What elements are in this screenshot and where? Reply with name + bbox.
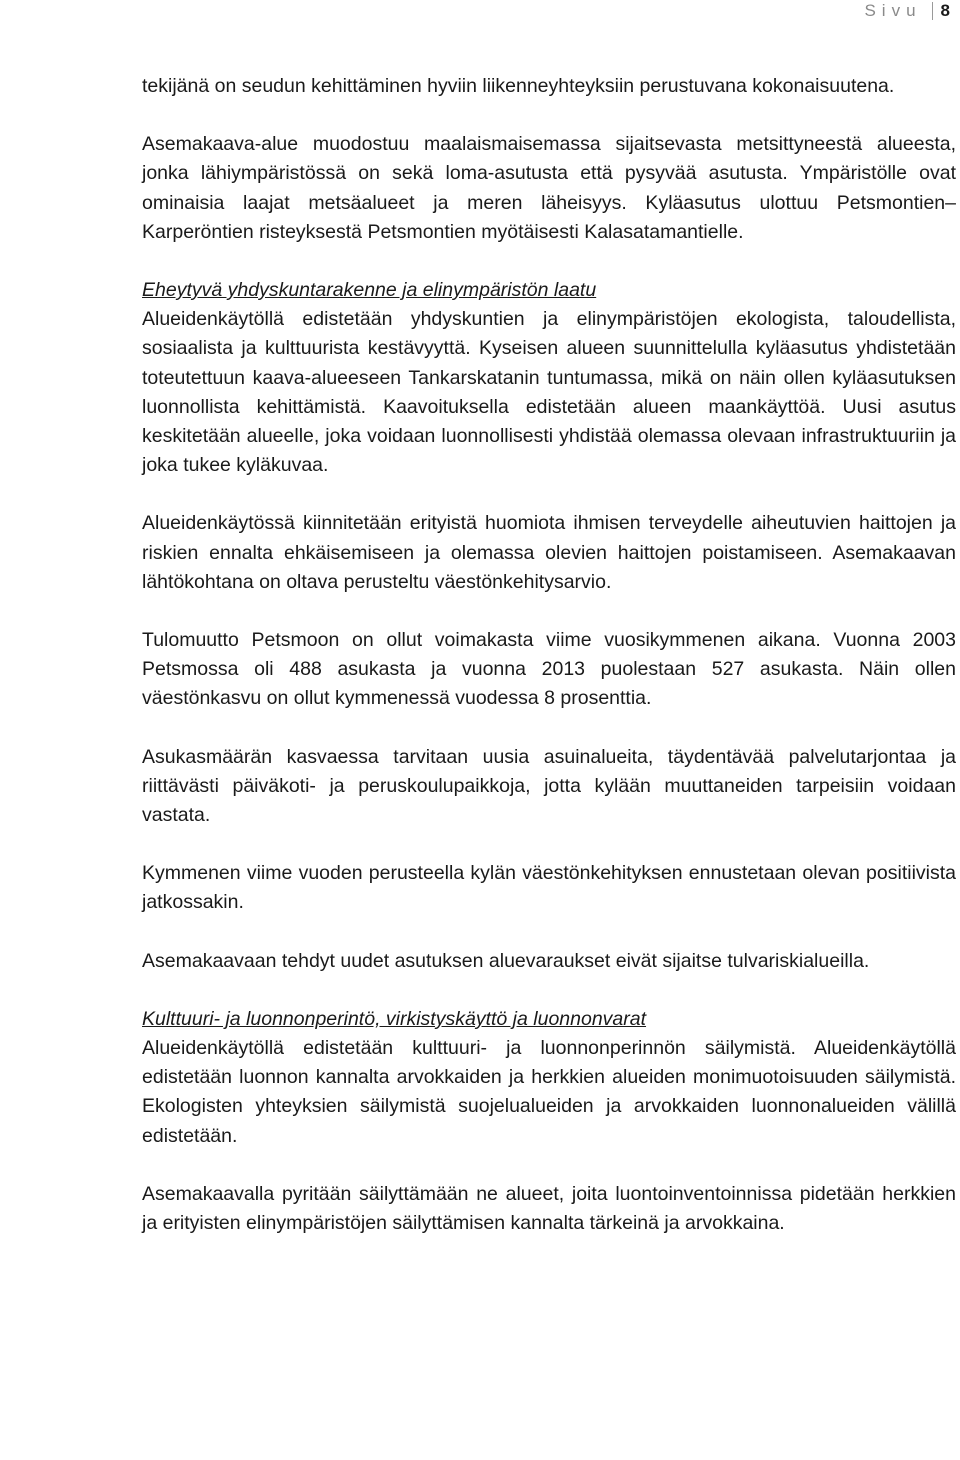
paragraph-9 bbox=[142, 1005, 956, 1151]
paragraph-text: tekijänä on seudun kehittäminen hyviin liikenneyhteyksiin perustuvana kokonaisuutena. bbox=[142, 75, 895, 97]
paragraph-4 bbox=[142, 509, 956, 597]
paragraph-10 bbox=[142, 1180, 956, 1238]
paragraph-1 bbox=[142, 72, 956, 101]
paragraph-text: Asukasmäärän kasvaessa tarvitaan uusia asuinalueita, täydentävää palvelutarjontaa ja riittävästi päiväkoti- ja peruskoulupaikkoja, jotta kylään muuttaneiden tarpeisiin voidaan vastata. bbox=[142, 745, 956, 827]
section-heading-kulttuuriperinto: Kulttuuri- ja luonnonperintö, virkistyskäyttö ja luonnonvarat bbox=[142, 1007, 647, 1030]
page-label: Sivu bbox=[864, 1, 922, 20]
paragraph-7 bbox=[142, 859, 956, 917]
page-header-divider bbox=[932, 2, 933, 20]
paragraph-6 bbox=[142, 743, 956, 831]
paragraph-text: Asemakaava-alue muodostuu maalaismaisemassa sijaitsevasta metsittyneestä alueesta, jonka lähiympäristössä on sekä loma-asutusta että pysyvää asutusta. Ympäristölle ovat ominaisia laajat metsäalueet ja meren läheisyys. Kyläasutus ulottuu Petsmontien–Karperöntien risteyksestä Petsmontien myötäisesti Kalasatamantielle. bbox=[142, 133, 956, 243]
paragraph-2 bbox=[142, 130, 956, 247]
paragraph-text: Alueidenkäytöllä edistetään kulttuuri- ja luonnonperinnön säilymistä. Alueidenkäytöllä edistetään luonnon kannalta arvokkaiden ja herkkien alueiden monimuotoisuuden säilymistä. Ekologisten yhteyksien säilymistä suojelualueiden ja arvokkaiden luonnonalueiden välillä edistetään. bbox=[142, 1037, 956, 1147]
paragraph-text: Alueidenkäytöllä edistetään yhdyskuntien ja elinympäristöjen ekologista, taloudellista, sosiaalista ja kulttuurista kestävyyttä. Kyseisen alueen suunnittelulla kyläasutus yhdistetään toteutettuun kaava-alueeseen Tankarskatanin tuntumassa, mikä on näin ollen kyläasutuksen luonnollista kehittämistä. Kaavoituksella edistetään alueen maankäyttöä. Uusi asutus keskitetään alueelle, joka voidaan luonnollisesti yhdistää olemassa olevaan infrastruktuuriin ja joka tukee kyläkuvaa. bbox=[142, 308, 956, 477]
page-header bbox=[864, 0, 950, 22]
document-body bbox=[142, 72, 956, 1267]
paragraph-5 bbox=[142, 626, 956, 714]
paragraph-8 bbox=[142, 947, 956, 976]
page-number: 8 bbox=[940, 1, 950, 20]
paragraph-text: Asemakaavaan tehdyt uudet asutuksen aluevaraukset eivät sijaitse tulvariskialueilla. bbox=[142, 949, 870, 972]
paragraph-text: Tulomuutto Petsmoon on ollut voimakasta viime vuosikymmenen aikana. Vuonna 2003 Petsmossa oli 488 asukasta ja vuonna 2013 puolestaan 527 asukasta. Näin ollen väestönkasvu on ollut kymmenessä vuodessa 8 prosenttia. bbox=[142, 629, 956, 710]
paragraph-text: Alueidenkäytössä kiinnitetään erityistä huomiota ihmisen terveydelle aiheutuvien haittojen ja riskien ennalta ehkäisemiseen ja olemassa olevien haittojen poistamiseen. Asemakaavan lähtökohtana on oltava perusteltu väestönkehitysarvio. bbox=[142, 512, 956, 593]
section-heading-yhdyskuntarakenne: Eheytyvä yhdyskuntarakenne ja elinympäristön laatu bbox=[142, 279, 597, 302]
paragraph-text: Kymmenen viime vuoden perusteella kylän väestönkehityksen ennustetaan olevan positiivista jatkossakin. bbox=[142, 862, 956, 914]
paragraph-text: Asemakaavalla pyritään säilyttämään ne alueet, joita luontoinventoinnissa pidetään herkkien ja erityisten elinympäristöjen säilyttämisen kannalta tärkeinä ja arvokkaina. bbox=[142, 1182, 956, 1235]
paragraph-3 bbox=[142, 276, 956, 480]
